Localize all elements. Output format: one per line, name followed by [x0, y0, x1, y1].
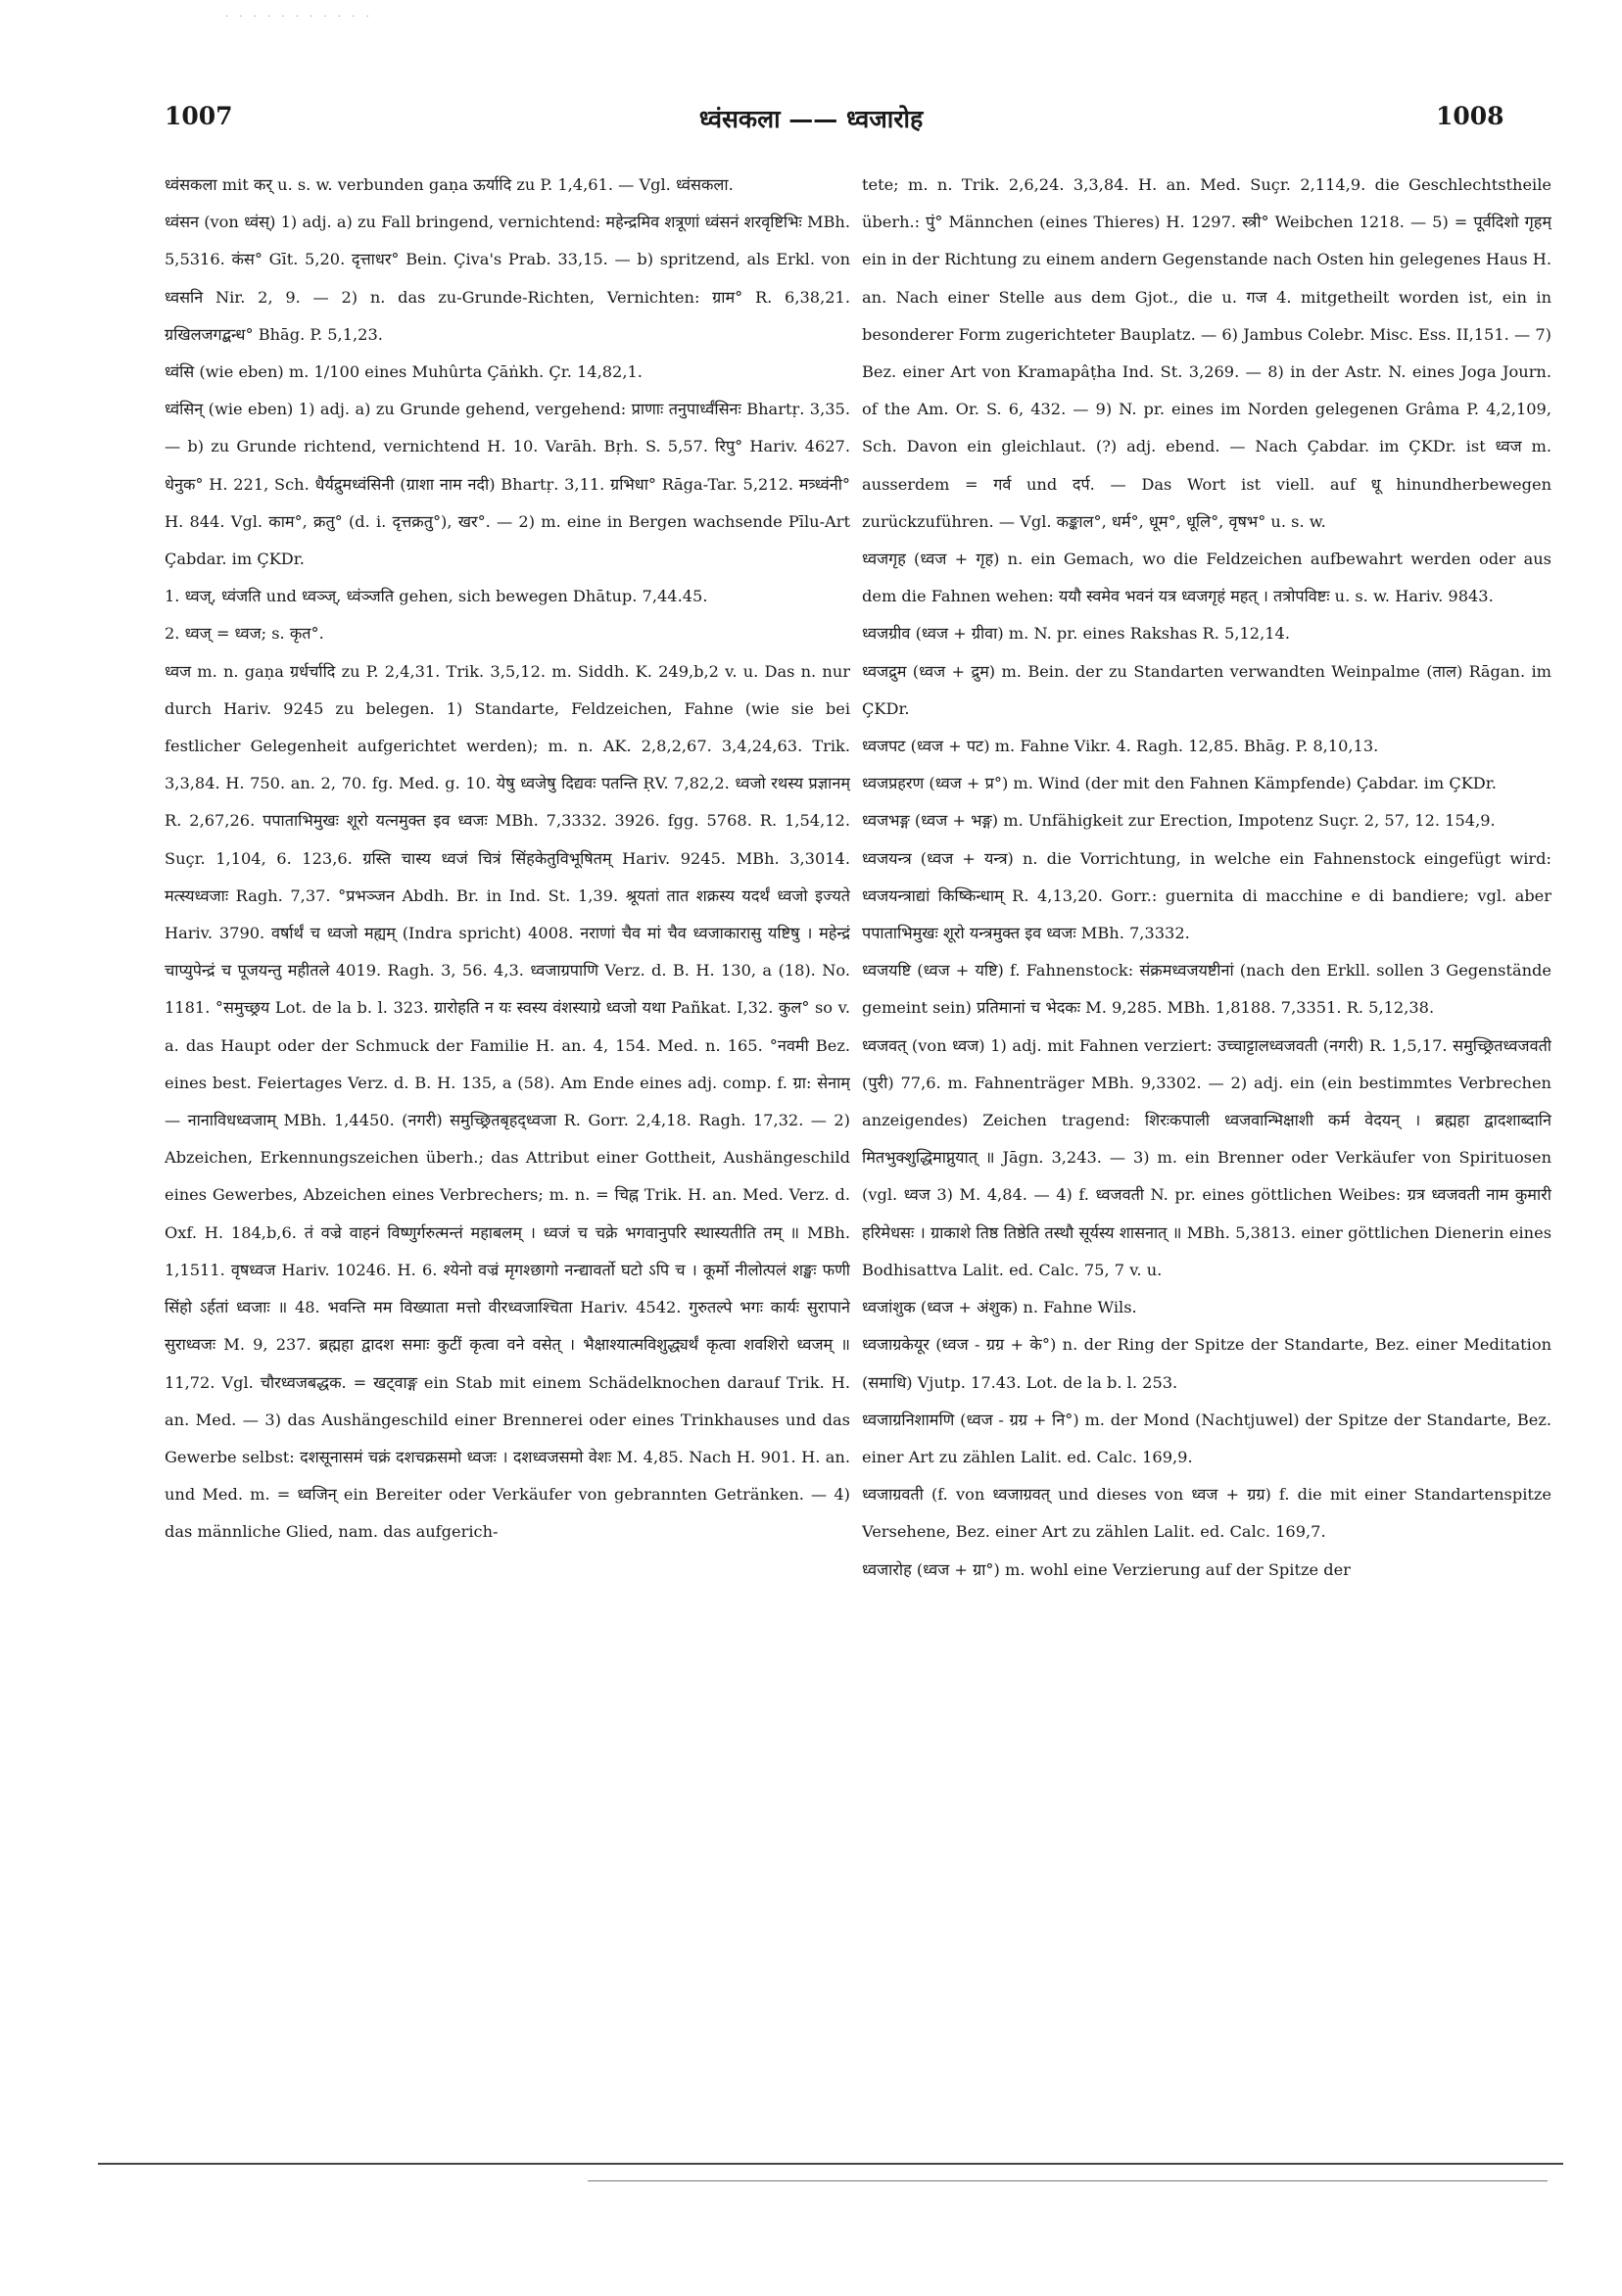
entry-dhvamsakala: ध्वंसकला mit कर् u. s. w. verbunden gaṇa ऊर्यादि zu P. 1,4,61. — Vgl. ध्वंसकला. — [165, 175, 734, 194]
entry-dhvajagrha: ध्वजगृह (ध्वज + गृह) n. ein Gemach, wo die Feldzeichen aufbewahrt werden oder aus dem die Fahnen wehen: ययौ स्वमेव भवनं यत्र ध्वजगृहं महत् । तत्रोपविष्टः u. s. w. Hariv. 9843. — [862, 550, 1551, 606]
entry-dhvajapata: ध्वजपट (ध्वज + पट) m. Fahne Vikr. 4. Ragh. 12,85. Bhāg. P. 8,10,13. — [862, 737, 1379, 756]
entry-dhvajayashti: ध्वजयष्टि (ध्वज + यष्टि) f. Fahnenstock: संक्रमध्वजयष्टीनां (nach den Erkll. sollen 3 Gegenstände gemeint sein) प्रतिमानां च भेदकः M. 9,285. MBh. 1,8188. 7,3351. R. 5,12,38. — [862, 961, 1551, 1018]
entry-dhvajagranishamani: ध्वजाग्रनिशामणि (ध्वज - ग्रग्र + नि°) m. der Mond (Nachtjuwel) der Spitze der Standarte, Bez. einer Art zu zählen Lalit. ed. Calc. 169,9. — [862, 1410, 1551, 1466]
entry-dhvaja: ध्वज m. n. gaṇa ग्रर्धर्चादि zu P. 2,4,31. Trik. 3,5,12. m. Siddh. K. 249,b,2 v. u. Das n. nur durch Hariv. 9245 zu belegen. 1) Standarte, Feldzeichen, Fahne (wie sie bei festlicher Gelegenheit aufgerichtet werden); m. n. AK. 2,8,2,67. 3,4,24,63. Trik. 3,3,84. H. 750. an. 2, 70. fg. Med. g. 10. येषु ध्वजेषु दिद्यवः पतन्ति ṚV. 7,82,2. ध्वजो रथस्य प्रज्ञानम् R. 2,67,26. पपाताभिमुखः शूरो यत्नमुक्त इव ध्वजः MBh. 7,3332. 3926. fgg. 5768. R. 1,54,12. Suçr. 1,104, 6. 123,6. ग्रस्ति चास्य ध्वजं चित्रं सिंहकेतुविभूषितम् Hariv. 9245. MBh. 3,3014. मत्स्यध्वजाः Ragh. 7,37. °प्रभञ्जन Abdh. Br. in Ind. St. 1,39. श्रूयतां तात शक्रस्य यदर्थं ध्वजो इज्यते Hariv. 3790. वर्षार्थं च ध्वजो मह्यम् (Indra spricht) 4008. नराणां चैव मां चैव ध्वजाकारासु यष्टिषु । महेन्द्रं चाप्युपेन्द्रं च पूजयन्तु महीतले 4019. Ragh. 3, 56. 4,3. ध्वजाग्रपाणि Verz. d. B. H. 130, a (18). No. 1181. °समुच्छ्रय Lot. de la b. l. 323. ग्रारोहति न यः स्वस्य वंशस्याग्रे ध्वजो यथा Pañkat. I,32. कुल° so v. a. das Haupt oder der Schmuck der Familie H. an. 4, 154. Med. n. 165. °नवमी Bez. eines best. Feiertages Verz. d. B. H. 135, a (58). Am Ende eines adj. comp. f. ग्रा: सेनाम् — नानाविधध्वजाम् MBh. 1,4450. (नगरी) समुच्छ्रितबृहद्ध्वजा R. Gorr. 2,4,18. Ragh. 17,32. — 2) Abzeichen, Erkennungszeichen überh.; das Attribut einer Gottheit, Aushängeschild eines Gewerbes, Abzeichen eines Verbrechers; m. n. = चिह्न Trik. H. an. Med. Verz. d. Oxf. H. 184,b,6. तं वज्रे वाहनं विष्णुर्गरुत्मन्तं महाबलम् । ध्वजं च चक्रे भगवानुपरि स्थास्यतीति तम् ॥ MBh. 1,1511. वृषध्वज Hariv. 10246. H. 6. श्येनो वज्रं मृगश्छागो नन्द्यावर्तो घटो ऽपि च । कूर्मो नीलोत्पलं शङ्खः फणी सिंहो ऽर्हतां ध्वजाः ॥ 48. भवन्ति मम विख्याता मत्तो वीरध्वजाश्चिता Hariv. 4542. गुरुतल्पे भगः कार्यः सुरापाने सुराध्वजः M. 9, 237. ब्रह्महा द्वादश समाः कुटीं कृत्वा वने वसेत् । भैक्षाश्यात्मविशुद्ध्यर्थं कृत्वा शवशिरो ध्वजम् ॥ 11,72. Vgl. चौरध्वजबद्धक. = खट्वाङ्ग ein Stab mit einem Schädelknochen darauf Trik. H. an. Med. — 3) das Aushängeschild einer Brennerei oder eines Trinkhauses und das Gewerbe selbst: दशसूनासमं चक्रं दशचक्रसमो ध्वजः । दशध्वजसमो वेशः M. 4,85. Nach H. 901. H. an. und Med. m. = ध्वजिन् ein Bereiter oder Verkäufer von gebrannten Getränken. — 4) das männliche Glied, nam. das aufgerich- — [165, 661, 850, 1542]
entry-dhvajagriva: ध्वजग्रीव (ध्वज + ग्रीवा) m. N. pr. eines Rakshas R. 5,12,14. — [862, 624, 1290, 644]
running-head: ध्वंसकला —— ध्वजारोह — [698, 105, 924, 133]
bottom-rule — [98, 2163, 1563, 2165]
entry-dhvajapraharana: ध्वजप्रहरण (ध्वज + प्र°) m. Wind (der mit den Fahnen Kämpfende) Çabdar. im ÇKDr. — [862, 774, 1497, 793]
entry-dhvamsi: ध्वंसि (wie eben) m. 1/100 eines Muhûrta Çāṅkh. Çr. 14,82,1. — [165, 362, 643, 382]
right-column — [862, 167, 1551, 2116]
scan-marks: · · · · · · · · · · · — [225, 12, 373, 23]
left-page-number: 1007 — [165, 102, 233, 130]
left-column — [165, 167, 850, 2116]
entry-dhvaja-continued: tete; m. n. Trik. 2,6,24. 3,3,84. H. an. Med. Suçr. 2,114,9. die Geschlechtstheile überh.: पुं° Männchen (eines Thieres) H. 1297. स्त्री° Weibchen 1218. — 5) = पूर्वदिशो गृहम् ein in der Richtung zu einem andern Gegenstande nach Osten hin gelegenes Haus H. an. Nach einer Stelle aus dem Gjot., die u. गज 4. mitgetheilt worden ist, ein in besonderer Form zugerichteter Bauplatz. — 6) Jambus Colebr. Misc. Ess. II,151. — 7) Bez. einer Art von Kramapâṭha Ind. St. 3,269. — 8) in der Astr. N. eines Joga Journ. of the Am. Or. S. 6, 432. — 9) N. pr. eines im Norden gelegenen Grâma P. 4,2,109, Sch. Davon ein gleichlaut. (?) adj. ebend. — Nach Çabdar. im ÇKDr. ist ध्वज m. ausserdem = गर्व und दर्प. — Das Wort ist viell. auf धू hinundherbewegen zurückzuführen. — Vgl. कङ्काल°, धर्म°, धूम°, धूलि°, वृषभ° u. s. w. — [862, 175, 1551, 531]
entry-dhvajayantra: ध्वजयन्त्र (ध्वज + यन्त्र) n. die Vorrichtung, in welche ein Fahnenstock eingefügt wird: ध्वजयन्त्राद्यां किष्किन्धाम् R. 4,13,20. Gorr.: guernita di macchine e di bandiere; vgl. aber पपाताभिमुखः शूरो यन्त्रमुक्त इव ध्वजः MBh. 7,3332. — [862, 848, 1551, 943]
entry-dhvajaroha: ध्वजारोह (ध्वज + ग्रा°) m. wohl eine Verzierung auf der Spitze der — [862, 1559, 1351, 1579]
entry-dhvaj-2: 2. ध्वज् = ध्वज; s. कृत°. — [165, 624, 324, 644]
entry-dhvajadruma: ध्वजद्रुम (ध्वज + द्रुम) m. Bein. der zu Standarten verwandten Weinpalme (ताल) Rāgan. im ÇKDr. — [862, 661, 1551, 718]
entry-dhvaj-1: 1. ध्वज्, ध्वंजति und ध्वञ्ज्, ध्वंञ्जति gehen, sich bewegen Dhātup. 7,44.45. — [165, 587, 708, 606]
entry-dhvajagrakeyura: ध्वजाग्रकेयूर (ध्वज - ग्रग्र + के°) n. der Ring der Spitze der Standarte, Bez. einer Meditation (समाधि) Vjutp. 17.43. Lot. de la b. l. 253. — [862, 1335, 1551, 1392]
entry-dhvamsin: ध्वंसिन् (wie eben) 1) adj. a) zu Grunde gehend, vergehend: प्राणाः तनुपार्ध्वंसिनः Bhartṛ. 3,35. — b) zu Grunde richtend, vernichtend H. 10. Varāh. Bṛh. S. 5,57. रिपु° Hariv. 4627. धेनुक° H. 221, Sch. धैर्यद्रुमध्वंसिनी (ग्राशा नाम नदी) Bhartṛ. 3,11. ग्रभिधा° Rāga-Tar. 5,212. मत्र्ध्वंनी° H. 844. Vgl. काम°, क्रतु° (d. i. दृत्तक्रतु°), खर°. — 2) m. eine in Bergen wachsende Pīlu-Art Çabdar. im ÇKDr. — [165, 400, 850, 569]
entry-dhvajabhanga: ध्वजभङ्ग (ध्वज + भङ्ग) m. Unfähigkeit zur Erection, Impotenz Suçr. 2, 57, 12. 154,9. — [862, 811, 1496, 831]
right-page-number: 1008 — [1436, 102, 1504, 130]
entry-dhvajamshuka: ध्वजांशुक (ध्वज + अंशुक) n. Fahne Wils. — [862, 1298, 1137, 1317]
entry-dhvajavat: ध्वजवत् (von ध्वज) 1) adj. mit Fahnen verziert: उच्चाट्टालध्वजवती (नगरी) R. 1,5,17. समुच्छ्रितध्वजवती (पुरी) 77,6. m. Fahnenträger MBh. 9,3302. — 2) adj. ein (ein bestimmtes Verbrechen anzeigendes) Zeichen tragend: शिरःकपाली ध्वजवान्भिक्षाशी कर्म वेदयन् । ब्रह्महा द्वादशाब्दानि मितभुक्शुद्धिमाप्नुयात् ॥ Jāgn. 3,243. — 3) m. ein Brenner oder Verkäufer von Spirituosen (vgl. ध्वज 3) M. 4,84. — 4) f. ध्वजवती N. pr. eines göttlichen Weibes: ग्रत्र ध्वजवती नाम कुमारी हरिमेधसः । ग्राकाशे तिष्ठ तिष्ठेति तस्थौ सूर्यस्य शासनात् ॥ MBh. 5,3813. einer göttlichen Dienerin eines Bodhisattva Lalit. ed. Calc. 75, 7 v. u. — [862, 1035, 1551, 1279]
entry-dhvajagravati: ध्वजाग्रवती (f. von ध्वजाग्रवत् und dieses von ध्वज + ग्रग्र) f. die mit einer Standartenspitze Versehene, Bez. einer Art zu zählen Lalit. ed. Calc. 169,7. — [862, 1485, 1551, 1542]
entry-dhvamsana: ध्वंसन (von ध्वंस्) 1) adj. a) zu Fall bringend, vernichtend: महेन्द्रमिव शत्रूणां ध्वंसनं शरवृष्टिभिः MBh. 5,5316. कंस° Gīt. 5,20. दृत्ताधर° Bein. Çiva's Prab. 33,15. — b) spritzend, als Erkl. von ध्वसनि Nir. 2, 9. — 2) n. das zu-Grunde-Richten, Vernichten: ग्राम° R. 6,38,21. ग्रखिलजगद्बन्ध° Bhāg. P. 5,1,23. — [165, 213, 850, 344]
bottom-rule-secondary — [588, 2180, 1548, 2181]
